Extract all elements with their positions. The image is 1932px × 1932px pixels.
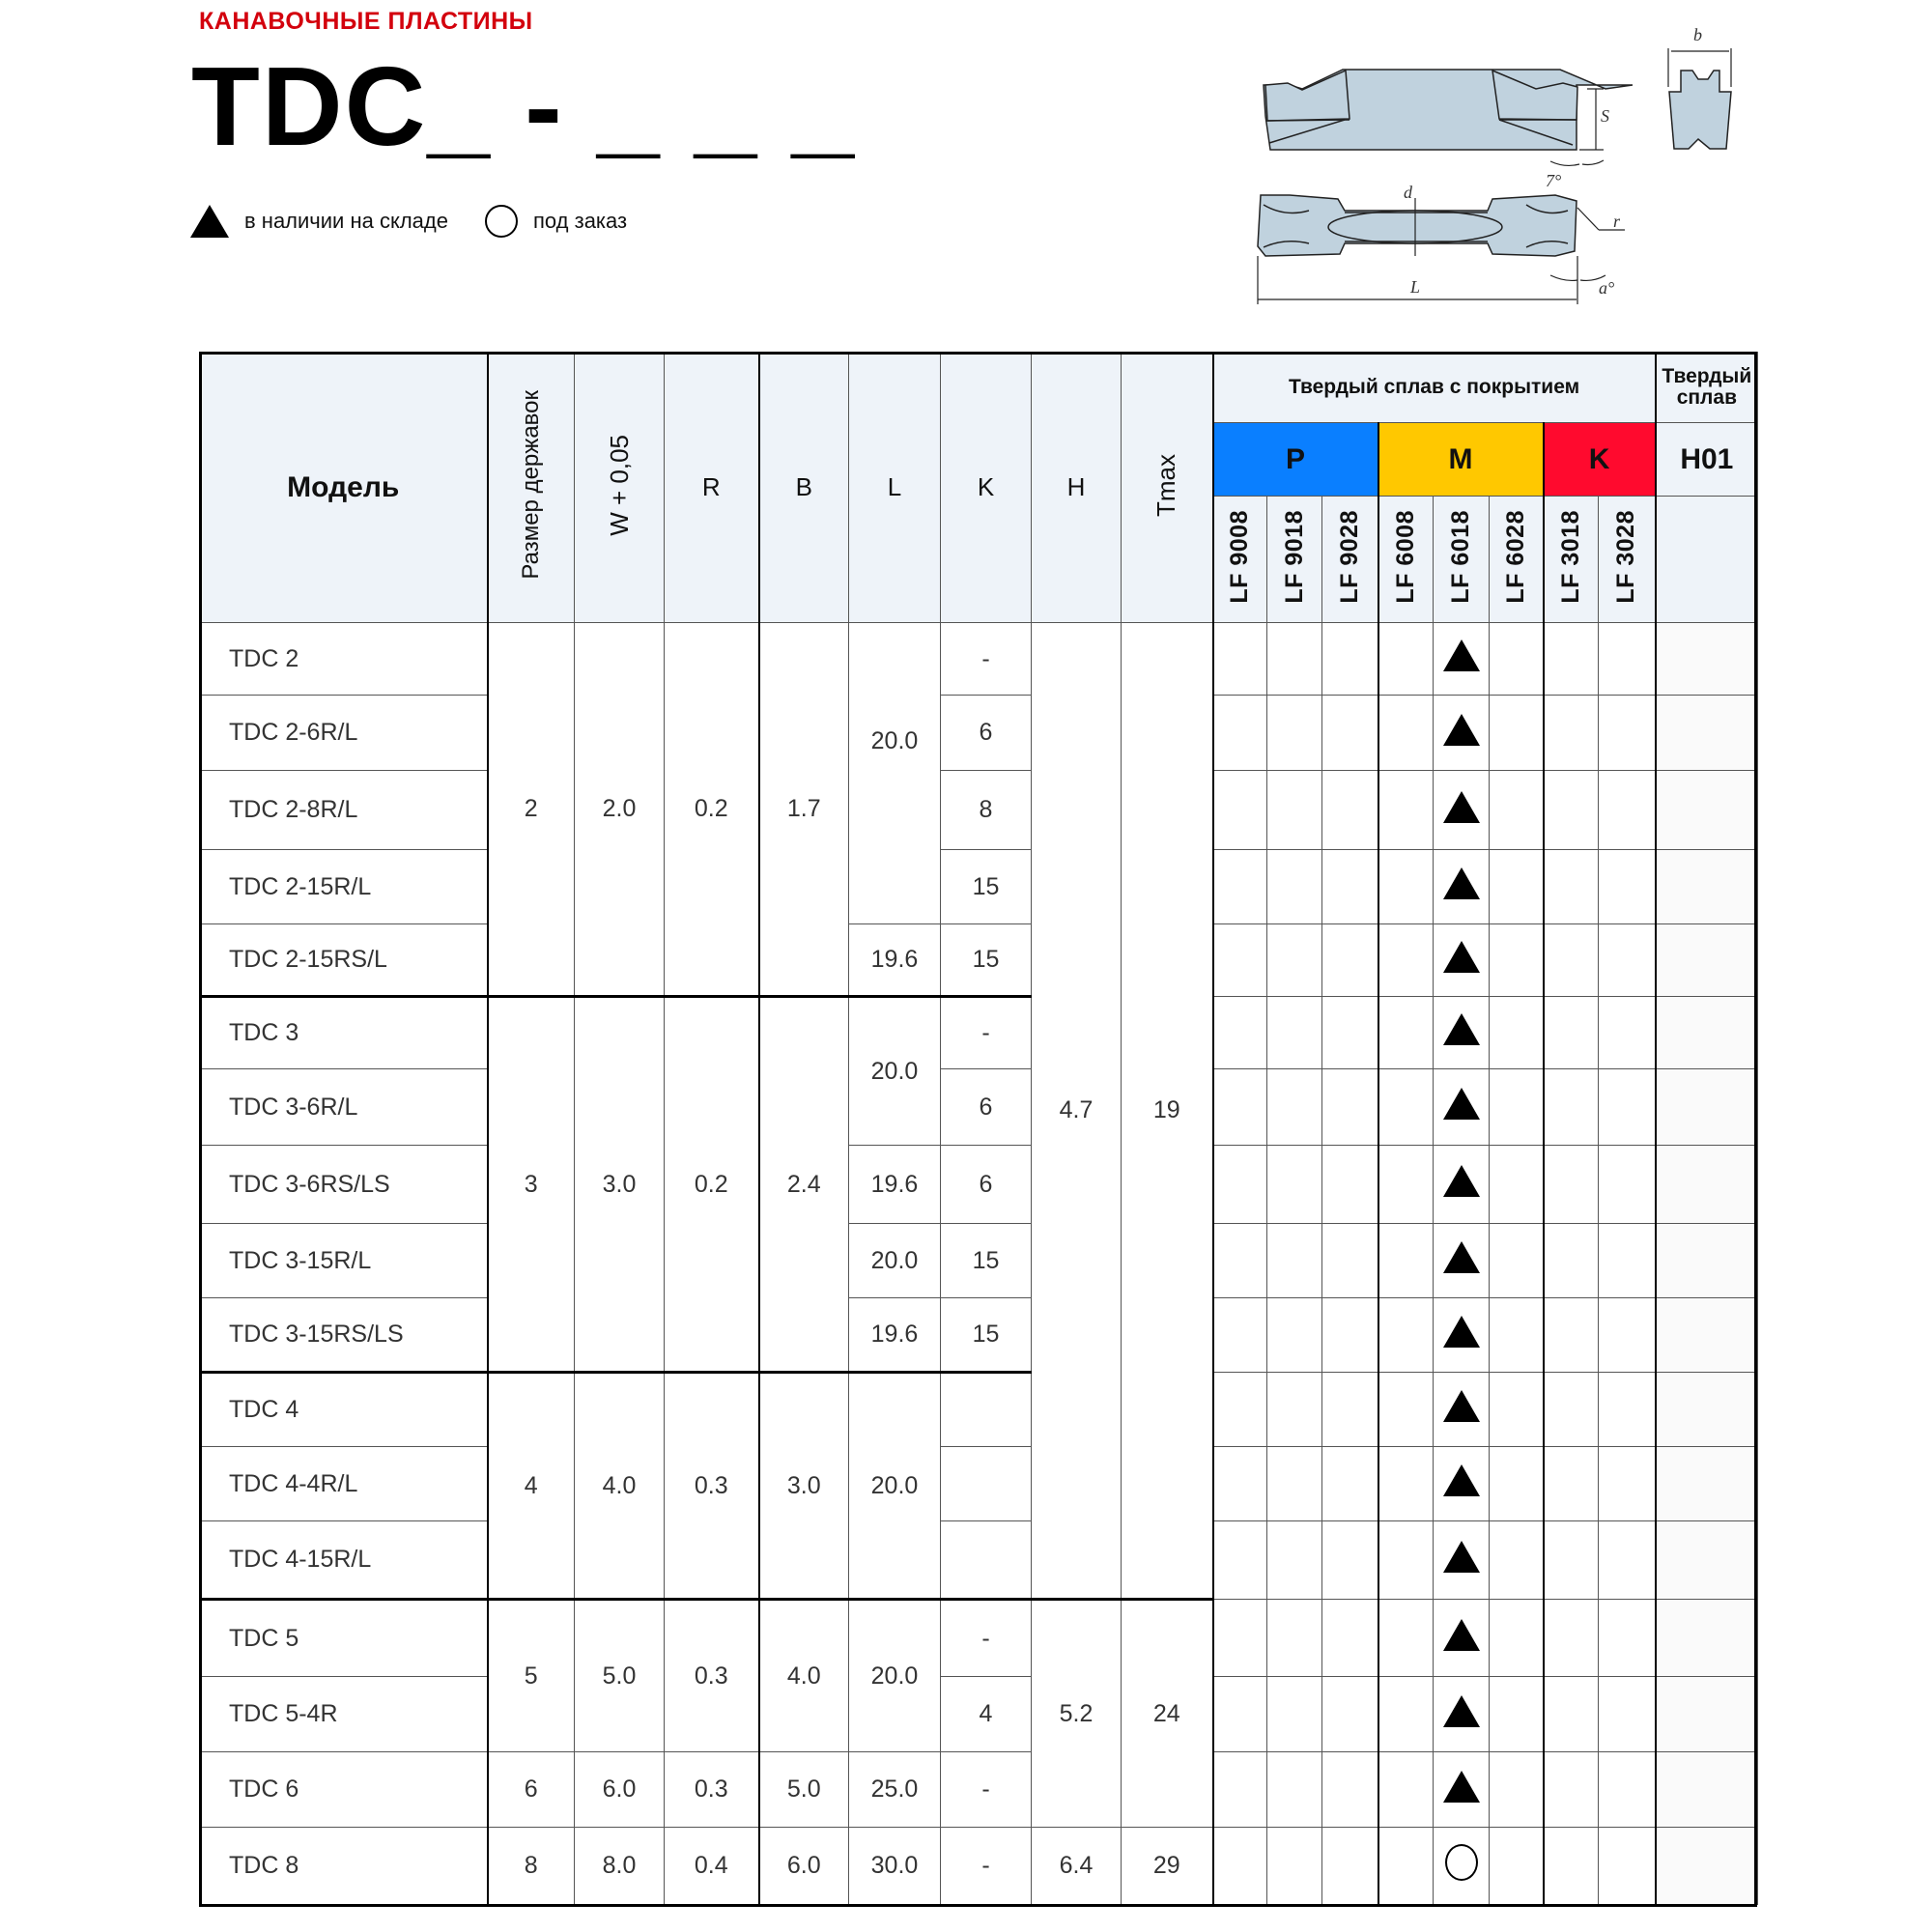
model-cell: TDC 3-6RS/LS	[200, 1146, 488, 1224]
grade-lf9018: LF 9018	[1267, 497, 1322, 623]
col-tmax-header: Tmax	[1122, 353, 1213, 623]
model-cell: TDC 3	[200, 997, 488, 1069]
l-cell: 19.6	[849, 1298, 941, 1373]
col-l-header: L	[849, 353, 941, 623]
k-cell: -	[941, 623, 1032, 696]
table-row	[200, 1600, 1758, 1677]
label-angle-a: a°	[1599, 278, 1615, 298]
l-cell: 25.0	[849, 1752, 941, 1828]
grade-lf9008: LF 9008	[1213, 497, 1267, 623]
model-cell: TDC 5-4R	[200, 1677, 488, 1752]
availability-cell	[1434, 1828, 1490, 1905]
label-b: b	[1693, 25, 1702, 44]
k-cell: 6	[941, 696, 1032, 771]
availability-cell	[1434, 623, 1490, 696]
table-row	[200, 771, 1758, 850]
holder-size-cell: 2	[488, 623, 575, 997]
r-cell: 0.2	[665, 623, 759, 997]
l-cell: 20.0	[849, 1373, 941, 1600]
in-stock-triangle-icon	[1443, 1088, 1480, 1120]
b-cell: 2.4	[759, 997, 849, 1373]
b-cell: 5.0	[759, 1752, 849, 1828]
model-cell: TDC 6	[200, 1752, 488, 1828]
table-row	[200, 1677, 1758, 1752]
l-cell: 30.0	[849, 1828, 941, 1905]
model-cell: TDC 2-8R/L	[200, 771, 488, 850]
in-stock-triangle-icon	[1443, 1771, 1480, 1803]
table-row	[200, 850, 1758, 924]
coated-carbide-header: Твердый сплав с покрытием	[1213, 353, 1656, 423]
model-cell: TDC 2	[200, 623, 488, 696]
table-row	[200, 1069, 1758, 1146]
k-cell	[941, 1447, 1032, 1521]
legend-in-stock-label: в наличии на складе	[244, 209, 448, 233]
label-r: r	[1613, 212, 1621, 231]
b-cell: 1.7	[759, 623, 849, 997]
holder-size-cell: 6	[488, 1752, 575, 1828]
availability-cell	[1434, 997, 1490, 1069]
empty-circle-icon	[485, 205, 518, 238]
in-stock-triangle-icon	[1443, 1390, 1480, 1422]
grade-lf3018: LF 3018	[1544, 497, 1599, 623]
table-row	[200, 924, 1758, 997]
k-cell: 15	[941, 850, 1032, 924]
availability-cell	[1434, 1600, 1490, 1677]
k-cell	[941, 1521, 1032, 1600]
legend-on-order	[485, 205, 627, 238]
h01-header: H01	[1656, 423, 1758, 497]
w-cell: 4.0	[575, 1373, 665, 1600]
l-cell: 20.0	[849, 997, 941, 1146]
availability-cell	[1434, 1677, 1490, 1752]
grade-h01-empty	[1656, 497, 1758, 623]
r-cell: 0.4	[665, 1828, 759, 1905]
in-stock-triangle-icon	[1443, 714, 1480, 746]
l-cell: 19.6	[849, 924, 941, 997]
h-cell: 5.2	[1032, 1600, 1122, 1828]
b-cell: 3.0	[759, 1373, 849, 1600]
table-row	[200, 997, 1758, 1069]
b-cell: 6.0	[759, 1828, 849, 1905]
w-cell: 5.0	[575, 1600, 665, 1752]
filled-triangle-icon	[190, 205, 229, 238]
carbide-header: Твердый сплав	[1656, 353, 1758, 423]
label-L: L	[1410, 277, 1421, 297]
in-stock-triangle-icon	[1443, 1165, 1480, 1197]
model-cell: TDC 4-15R/L	[200, 1521, 488, 1600]
k-cell: 15	[941, 924, 1032, 997]
grade-lf9028: LF 9028	[1322, 497, 1378, 623]
in-stock-triangle-icon	[1443, 1013, 1480, 1045]
in-stock-triangle-icon	[1443, 791, 1480, 823]
in-stock-triangle-icon	[1443, 1695, 1480, 1727]
availability-cell	[1434, 1298, 1490, 1373]
in-stock-triangle-icon	[1443, 639, 1480, 671]
table-row	[200, 1521, 1758, 1600]
holder-size-cell: 3	[488, 997, 575, 1373]
in-stock-triangle-icon	[1443, 867, 1480, 899]
k-cell: -	[941, 1752, 1032, 1828]
label-angle-7: 7°	[1546, 171, 1562, 190]
k-cell: 6	[941, 1146, 1032, 1224]
on-order-circle-icon	[1445, 1844, 1478, 1881]
availability-cell	[1434, 1069, 1490, 1146]
grade-lf3028: LF 3028	[1599, 497, 1656, 623]
availability-cell	[1434, 1752, 1490, 1828]
in-stock-triangle-icon	[1443, 1541, 1480, 1573]
iso-m-header: M	[1378, 423, 1544, 497]
availability-cell	[1434, 850, 1490, 924]
k-cell: 15	[941, 1224, 1032, 1298]
col-k-header: K	[941, 353, 1032, 623]
in-stock-triangle-icon	[1443, 1316, 1480, 1348]
table-row	[200, 1146, 1758, 1224]
availability-cell	[1434, 924, 1490, 997]
holder-size-cell: 5	[488, 1600, 575, 1752]
insert-drawing	[1246, 19, 1787, 319]
r-cell: 0.3	[665, 1752, 759, 1828]
iso-p-header: P	[1213, 423, 1378, 497]
col-h-header: H	[1032, 353, 1122, 623]
tmax-cell: 29	[1122, 1828, 1213, 1905]
model-cell: TDC 3-15RS/LS	[200, 1298, 488, 1373]
col-b-header: B	[759, 353, 849, 623]
b-cell: 4.0	[759, 1600, 849, 1752]
in-stock-triangle-icon	[1443, 941, 1480, 973]
table-row	[200, 1373, 1758, 1447]
model-cell: TDC 2-6R/L	[200, 696, 488, 771]
model-cell: TDC 4	[200, 1373, 488, 1447]
in-stock-triangle-icon	[1443, 1464, 1480, 1496]
l-cell: 20.0	[849, 623, 941, 924]
k-cell	[941, 1373, 1032, 1447]
in-stock-triangle-icon	[1443, 1619, 1480, 1651]
label-s: S	[1601, 106, 1609, 126]
model-cell: TDC 5	[200, 1600, 488, 1677]
model-cell: TDC 3-6R/L	[200, 1069, 488, 1146]
w-cell: 3.0	[575, 997, 665, 1373]
availability-cell	[1434, 1521, 1490, 1600]
category-title: КАНАВОЧНЫЕ ПЛАСТИНЫ	[199, 8, 533, 35]
holder-size-cell: 4	[488, 1373, 575, 1600]
tmax-cell: 24	[1122, 1600, 1213, 1828]
table-row	[200, 1447, 1758, 1521]
availability-cell	[1434, 771, 1490, 850]
legend-on-order-label: под заказ	[533, 209, 628, 233]
r-cell: 0.3	[665, 1600, 759, 1752]
model-cell: TDC 8	[200, 1828, 488, 1905]
k-cell: -	[941, 997, 1032, 1069]
legend-in-stock	[190, 205, 448, 238]
h-cell: 4.7	[1032, 623, 1122, 1600]
col-holder-size-header: Размер державок	[488, 353, 575, 623]
grade-lf6018: LF 6018	[1434, 497, 1490, 623]
grade-lf6028: LF 6028	[1490, 497, 1544, 623]
availability-cell	[1434, 1146, 1490, 1224]
grade-lf6008: LF 6008	[1378, 497, 1434, 623]
table-row	[200, 1752, 1758, 1828]
availability-cell	[1434, 1224, 1490, 1298]
in-stock-triangle-icon	[1443, 1241, 1480, 1273]
holder-size-cell: 8	[488, 1828, 575, 1905]
tmax-cell: 19	[1122, 623, 1213, 1600]
label-d: d	[1404, 183, 1412, 202]
product-table	[199, 352, 1757, 1907]
model-cell: TDC 2-15RS/L	[200, 924, 488, 997]
k-cell: -	[941, 1828, 1032, 1905]
l-cell: 19.6	[849, 1146, 941, 1224]
w-cell: 2.0	[575, 623, 665, 997]
table-row	[200, 696, 1758, 771]
table-row	[200, 1224, 1758, 1298]
iso-k-header: K	[1544, 423, 1656, 497]
availability-cell	[1434, 1447, 1490, 1521]
k-cell: 8	[941, 771, 1032, 850]
k-cell: -	[941, 1600, 1032, 1677]
table-row	[200, 1828, 1758, 1905]
table-row	[200, 623, 1758, 696]
k-cell: 4	[941, 1677, 1032, 1752]
l-cell: 20.0	[849, 1224, 941, 1298]
r-cell: 0.3	[665, 1373, 759, 1600]
h-cell: 6.4	[1032, 1828, 1122, 1905]
col-r-header: R	[665, 353, 759, 623]
l-cell: 20.0	[849, 1600, 941, 1752]
model-cell: TDC 2-15R/L	[200, 850, 488, 924]
w-cell: 8.0	[575, 1828, 665, 1905]
col-w-header: W + 0,05	[575, 353, 665, 623]
table-row	[200, 1298, 1758, 1373]
model-cell: TDC 4-4R/L	[200, 1447, 488, 1521]
w-cell: 6.0	[575, 1752, 665, 1828]
r-cell: 0.2	[665, 997, 759, 1373]
k-cell: 15	[941, 1298, 1032, 1373]
page-title: TDC_ - _ _ _	[191, 43, 856, 169]
availability-cell	[1434, 696, 1490, 771]
model-cell: TDC 3-15R/L	[200, 1224, 488, 1298]
k-cell: 6	[941, 1069, 1032, 1146]
col-model-header: Модель	[200, 353, 488, 623]
availability-cell	[1434, 1373, 1490, 1447]
